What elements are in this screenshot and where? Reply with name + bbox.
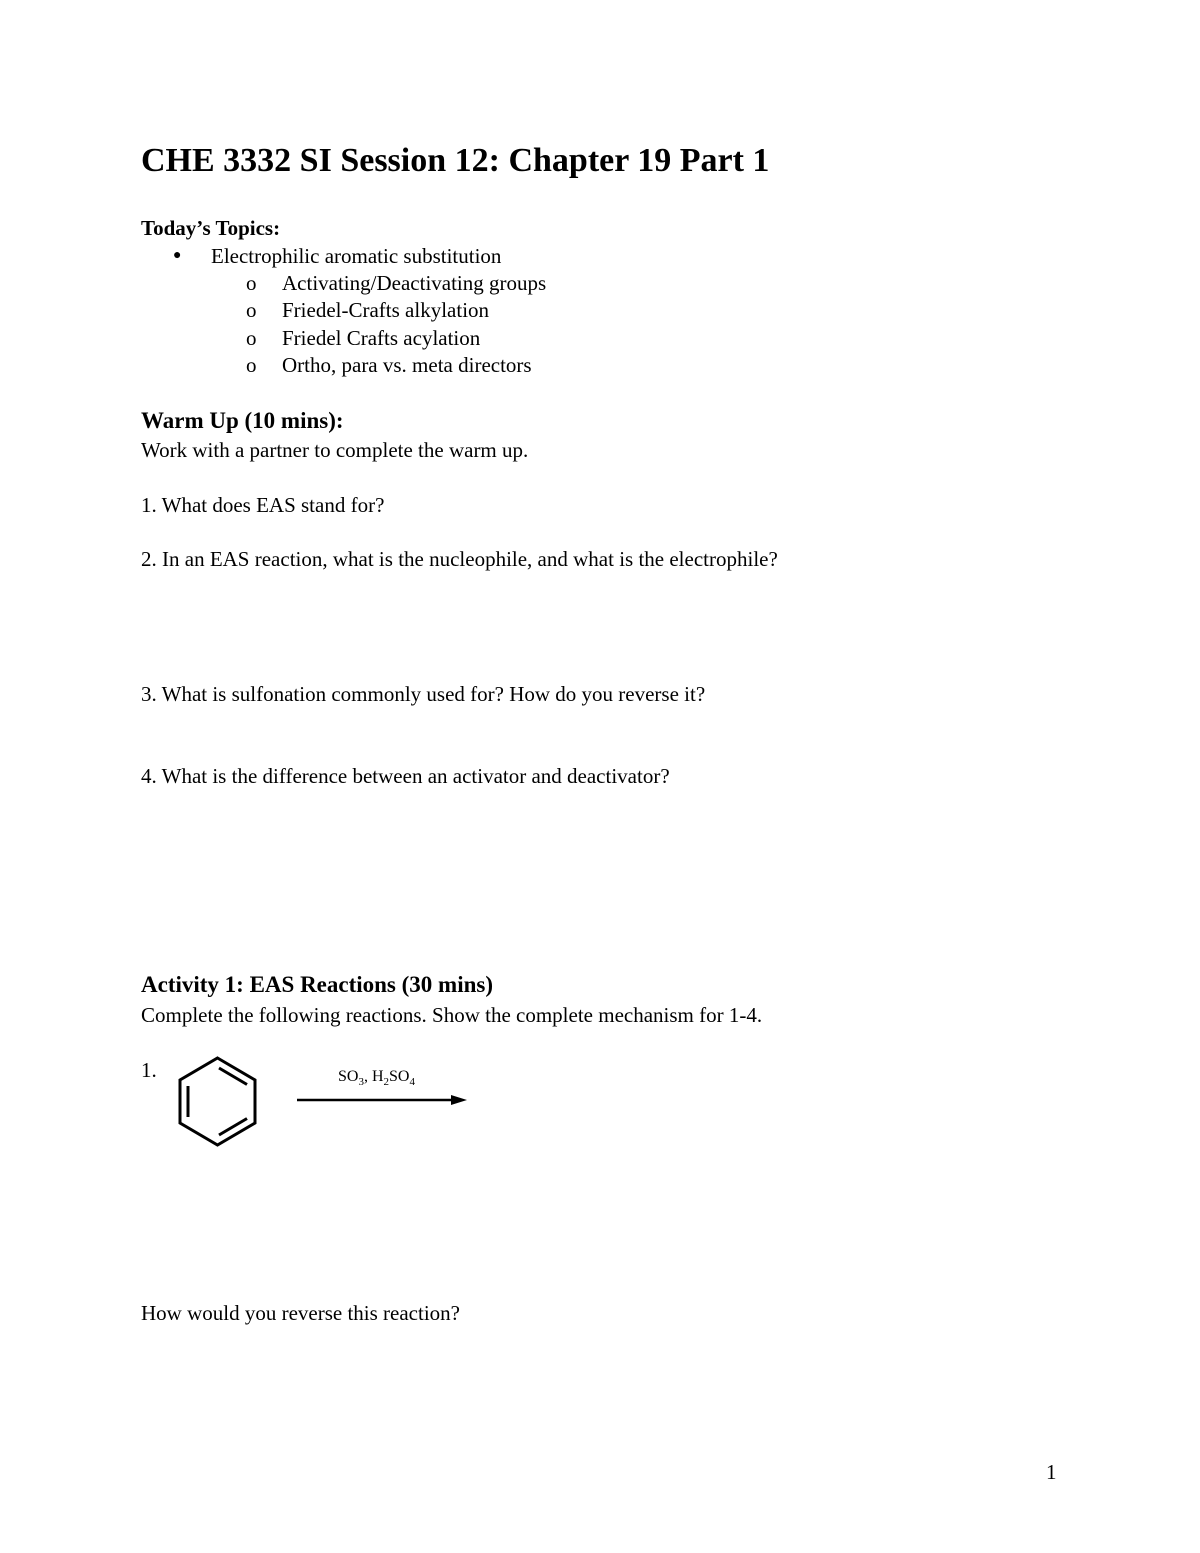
topics-heading: Today’s Topics:: [141, 216, 281, 240]
reaction-number: 1.: [141, 1058, 157, 1082]
reaction-followup-question: How would you reverse this reaction?: [141, 1301, 460, 1325]
reagent-label: $SO_3$, $H_2SO_4$: [338, 1068, 415, 1089]
sub-bullet-marker: o: [246, 353, 257, 377]
topic-main-item: Electrophilic aromatic substitution: [211, 244, 502, 268]
warmup-question: 4. What is the difference between an activator and deactivator?: [141, 764, 670, 788]
activity1-instruction: Complete the following reactions. Show the complete mechanism for 1-4.: [141, 1003, 763, 1027]
topic-sub-item: Friedel-Crafts alkylation: [282, 298, 490, 322]
sub-bullet-marker: o: [246, 326, 257, 350]
warmup-instruction: Work with a partner to complete the warm up.: [141, 438, 529, 462]
warmup-question: 2. In an EAS reaction, what is the nucleophile, and what is the electrophile?: [141, 547, 778, 571]
sub-bullet-marker: o: [246, 298, 257, 322]
topic-sub-item: Activating/Deactivating groups: [282, 271, 547, 295]
sub-bullet-marker: o: [246, 271, 257, 295]
bullet-icon: ●: [173, 248, 182, 263]
topic-sub-item: Ortho, para vs. meta directors: [282, 353, 532, 377]
topic-sub-item: Friedel Crafts acylation: [282, 326, 481, 350]
activity1-heading: Activity 1: EAS Reactions (30 mins): [141, 972, 493, 997]
reaction-arrow-icon: [295, 1090, 470, 1110]
page-number: 1: [1046, 1460, 1057, 1484]
warmup-question: 3. What is sulfonation commonly used for? How do you reverse it?: [141, 682, 706, 706]
warmup-question: 1. What does EAS stand for?: [141, 493, 385, 517]
page-title: CHE 3332 SI Session 12: Chapter 19 Part 1: [141, 142, 770, 179]
warmup-heading: Warm Up (10 mins):: [141, 408, 344, 433]
benzene-ring-icon: [170, 1055, 265, 1150]
